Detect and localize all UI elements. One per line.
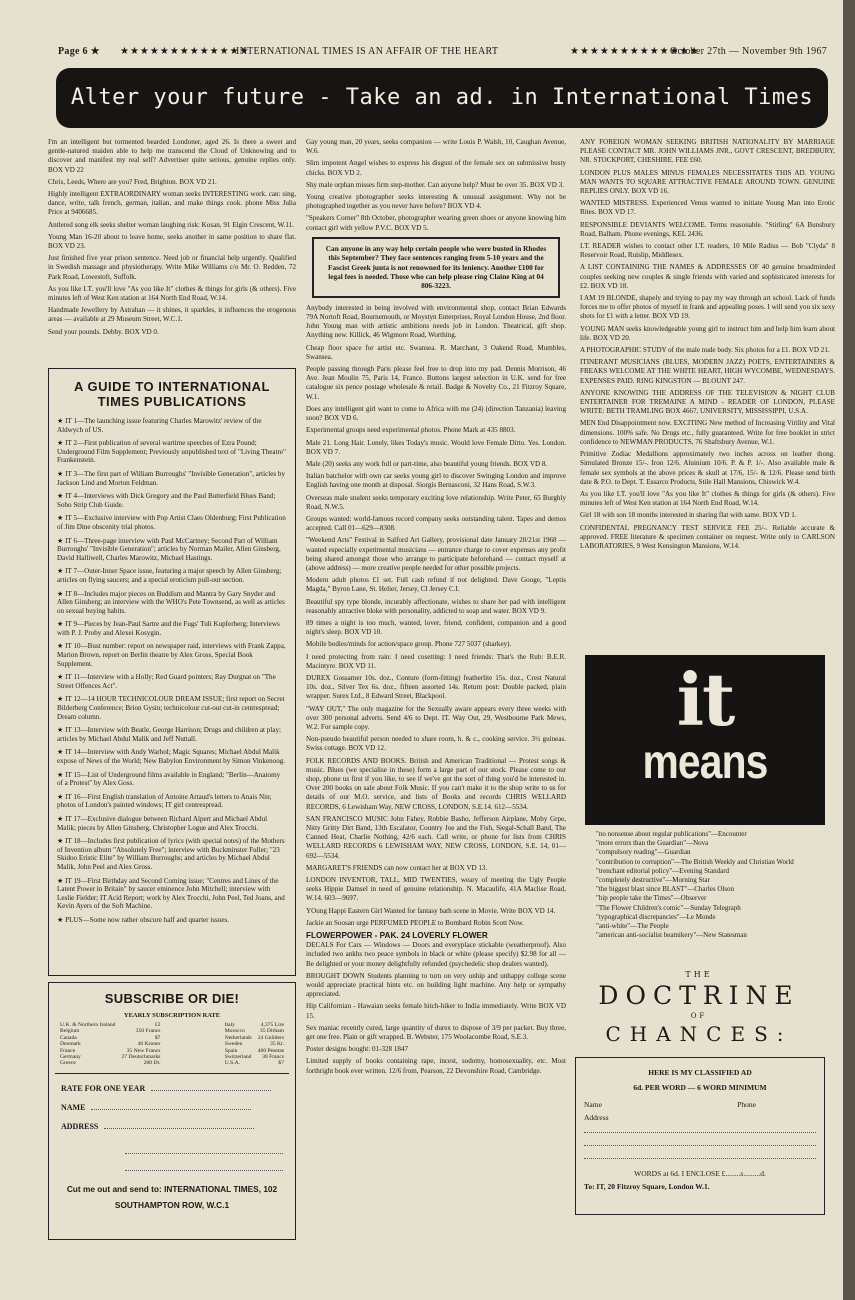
guide-list [57,417,287,925]
subscribe-title: SUBSCRIBE OR DIE! [104,991,240,1006]
means-word: means [642,736,768,789]
press-quote: "trenchant editorial policy"—Evening Standard [596,866,730,875]
guide-item: ★ IT 18—Includes first publication of lyrics (with special notes) of the Mothers of Invention album "Absolutely Free"; interview with Buckminster Fuller; "23 Skidoo Eristic Elite" by William Burroughs; and articles by Michael Abdul Malik, John Peel and Alex Gross. [57,837,285,871]
rate-price: 30 Francs [262,1054,284,1061]
classified-ad: As you like I.T. you'll love "As you like It" clothes & things for girls (& others). Five minutes left of West Ken station at 164 North End Road, W.14. [48,284,296,303]
rates-left [57,1022,163,1067]
page-spine [843,0,855,1300]
classified-list-col3 [580,138,835,551]
classified-ad: Young Man 16-20 about to leave home, seeks another in same position to share flat. BOX VD 23. [48,232,296,251]
classified-ad: ANYONE KNOWING THE ADDRESS OF THE TELEVISION & NIGHT CLUB ENTERTAINER FOR TREMAINE A MIND - READER OF LONDON, PLEASE WRITE: BETH TRAMLING BOX 4667, UNIVERSITY, MISSISSIPPI, U.S.A. [580,388,835,416]
classified-heading: HERE IS MY CLASSIFIED AD [648,1068,752,1077]
classified-ad: Highly intelligent EXTRAORDINARY woman seeks INTERESTING work. can: sing, dance, write, talk french, german, italian, and make things cook. phone Miss Julia Price at 9406685. [48,190,296,217]
rate-price: 24 Guilders [257,1034,284,1041]
rate-country: Greece [60,1060,76,1067]
rate-country: U.K. & Northern Ireland [60,1022,116,1028]
classified-ad: Mobile bodies/minds for action/space group. Phone 727 5037 (sharkey). [306,640,512,649]
classified-ad: ITINERANT MUSICIANS (BLUES, MODERN JAZZ) POETS, ENTERTAINERS & FREAKS WELCOME AT THE WHITE HEART, HIGH WYCOMBE, WEDNESDAYS. EXPENSES PAID. RING KINGSTON — BLOUNT 247. [580,358,835,385]
classified-ad: Sex maniac recently cured, large quantity of durex to dispose of 3/9 per packet. Buy three, get one free. Plain or gift wrapped. B. Webster, 175 Woolacombe Road, S.E.3. [306,1023,566,1042]
address-line-2[interactable] [125,1141,283,1154]
classified-ad: Anybody interested in being involved with environmental shop, contact Brian Edwards 79A Nortoft Road, Bournemouth, or Moystyn Enterprises, Royal London House, 2nd floor. John Young man with artistic ambitions needs job in London. Theatrical, gift shop. Anything new. Killick, 46 Wigmore Road, Worthing. [306,303,566,340]
guide-item: ★ IT 7—Outer-Inner Space issue, featuring a major speech by Allen Ginsberg; articles on flying saucers; and a special eroticism pull-out section. [57,567,282,584]
column-2 [306,138,566,1258]
rate-price: 200 Dr. [143,1060,161,1067]
rate-label: RATE FOR ONE YEAR [61,1083,146,1093]
classified-ad: Jackie an Soosan urge PERFUMED PEOPLE to Bombard Robin Scott Now. [306,918,524,927]
rate-price: 400 Pesetas [257,1047,284,1054]
guide-item: ★ IT 10—Bust number: report on newspaper raid, interviews with Frank Zappa, Marion Brown, report on Berlin theatre by Alex Gross, Special Book Supplement. [57,642,286,668]
classified-ad: MARGARET'S FRIENDS can now contact her at BOX VD 13. [306,863,488,872]
classified-ad: I'm an intelligent but tormented bearded Londoner, aged 26. Is there a sweet and gentle-natured maiden able to help me transcend the Cloud of Unknowing and to discover and manifest my real self? Advertiser quite serious, genuine replies only. BOX VD 22 [48,138,296,174]
rate-price: 350 Francs [135,1028,161,1035]
rate-country: Morocco [224,1028,245,1035]
classified-ad: Hip Californian - Hawaian seeks female hitch-hiker to India immediately. Write BOX VD 15. [306,1002,566,1020]
guide-item: ★ IT 1—The launching issue featuring Charles Marowitz' review of the Aldwych of US. [57,417,262,434]
guide-item: ★ IT 9—Pieces by Jean-Paul Sartre and the Fugs' Tuli Kupferberg; Interviews with P. J. Proby and Alexei Kosygin. [57,620,280,637]
press-quote: "completely destructive"—Morning Star [596,876,710,885]
rates-title: YEARLY SUBSCRIPTION RATE [123,1012,221,1019]
rate-price: 35 Dirham [259,1028,284,1035]
press-quote: "no nonsense about regular publications"—Encounter [596,830,747,838]
rate-country: Germany [60,1054,81,1061]
address-field[interactable] [61,1122,283,1131]
classified-ad: Just finished five year prison sentence. Need job or financial help urgently. Qualified in Swedish massage and physiotherapy. Write Mike Williams c/o Mr. O. Redden, 72 Park Road, Lowestoft, Suffolk. [48,254,296,281]
classified-list-col1 [48,138,296,337]
classified-ad: Slim impotent Angel wishes to express his disgust of the female sex on submissive busty chicks. BOX VD 2. [306,159,566,177]
classified-ad: Poster designs bought: 01-328 1847 [306,1045,409,1054]
address-line-3[interactable] [125,1158,283,1171]
classified-ad: Primitive Zodiac Medallions approximately two inches across on leather thong. Simulated Bronze 15/-. Iron 12/6. Aluinium 10/6. P. & P. 1/-. Also available male & female sex symbols at the above prices & skull at 17/6, 15/- & 12/6. Please send birth date & P.O. to Dept. T. Essarco Products, Stile Hall Mansions, Chiswick W.4. [580,450,835,486]
press-quotes [596,830,826,940]
press-quote: "more errors than the Guardian"—Nova [596,839,709,848]
ad-line-1[interactable] [584,1122,816,1133]
rate-price: 35 New Francs [126,1047,161,1054]
guide-item: ★ IT 12—14 HOUR TECHNICOLOUR DREAM ISSUE; first report on Secret Bilderberg Conference; Brion Gysin; technicolour cut-out cut-in centrespread; Dream column. [57,695,285,721]
classified-ad: Groups wanted: world-famous record company seeks outstanding talent. Tapes and demos accepted. Call 01—629—8308. [306,514,566,533]
rate-country: France [60,1047,76,1054]
page-number: Page 6 ★ [58,46,100,57]
guide-item: ★ IT 11—Interview with a Holly; Red Guard pointers; Ray Durgnat on "The Street Offences Act". [57,673,276,690]
rate-price: 4,375 Lire [260,1022,284,1028]
classified-ad: Experimental groups need experimental photos. Phone Mark at 435 8803. [306,426,516,435]
classified-ad: Non-pseudo beautiful person needed to share room, h. & c., cooking service. 3½ guineas. Swiss cottage. BOX VD 12. [306,735,566,753]
classified-ad: "WAY OUT," The only magazine for the Sexually aware appears every three weeks with over 300 personal adverts. Send 4/6 to Dept. IT. Way Out, 29, Westbourne Park Mews, W.2. For sample copy. [306,704,566,731]
classified-ad: BROUGHT DOWN Students planning to turn on very unhip and unhappy college scene would appreciate practical hints etc. on building light machine. Any help or sympathy appreciated. [306,971,566,999]
flowerpower-head: FLOWERPOWER - PAK. 24 LOVERLY FLOWER [306,931,488,941]
rate-country: Italy [224,1022,235,1028]
classified-ad: Overseas male student seeks temporary exciting love relationship. Write Peter, 65 Burghly Road, N.W.5. [306,493,566,511]
press-quote: "anti-white"—The People [596,922,669,931]
classified-ad: YOung Happi Eastern Girl Wanted for fantasy bath scene in Movie. Write BOX VD 14. [306,906,556,915]
classified-ad: MEN End Disappointment now. EXCITING New method of Increasing Virility and Vital dimensions. 100% safe. No Drugs etc., fully guaranteed. Write for free booklet in strict confidence to NEWMAN PRODUCTS, 76 Shaftsbury Avenue, W.1. [580,419,835,446]
rates-table [49,1022,295,1067]
classified-ad: RESPONSIBLE DEVIANTS WELCOME. Terms reasonable. "Stirling" 6A Bunsbury Road, Balham. Phone evenings, KEL 2436. [580,220,835,238]
guide-item: ★ IT 17—Exclusive dialogue between Richard Alpert and Michael Abdul Malik; pieces by Allen Ginsberg, Christopher Logue and Alex Trocchi. [57,814,268,832]
classified-ad: People passing through Paris please feel free to drop into my pad. Dennis Morrison, 46 Ave. Jean Moulin 75, Paris 14, France. Buttons largest selection in U.K. send for free catalogue six pence postage wholesale & retail. Badge & Novelty Co., 21 Fitzroy Square, W.1. [306,365,566,401]
rates-right [222,1022,287,1067]
classified-ad: As you like I.T. you'll love "As you like It" clothes & things for girls (& others). Five minutes left of West Ken station at 164 North End Road, W.14. [580,489,835,508]
header-stars-left: ★★★★★★★★★★★★★ [120,46,250,57]
rate-price: 35 Kr. [270,1041,284,1048]
classified-enclose: WORDS at 6d. I ENCLOSE £........s.........d. [634,1169,766,1178]
classified-ad: ANY FOREIGN WOMAN SEEKING BRITISH NATIONALITY BY MARRIAGE PLEASE CONTACT MR. JOHN WILLIAMS JNR., GOVT CRESCENT, BREDBURY, NR. STOCKPORT, CHESHIRE. FEE £60. [580,138,835,165]
header-stars-right: ★★★★★★★★★★★★★ [570,46,700,57]
classified-list-col2-top [306,138,566,233]
header-tagline: INTERNATIONAL TIMES IS AN AFFAIR OF THE HEART [236,46,499,57]
classified-ad: WANTED MISTRESS. Experienced Venus wanted to initiate Young Man into Erotic Rites. BOX VD 17. [580,199,835,217]
guide-item: ★ IT 15—List of Underground films available in England; "Berlin—Anatomy of a Protest" by Alex Goss. [57,770,281,788]
guide-title: A GUIDE TO INTERNATIONAL TIMES PUBLICATIONS [74,379,270,409]
classified-ad: Girl 18 with son 18 months interested in sharing flat with same. BOX VD 1. [580,511,797,520]
rate-row [222,1060,287,1066]
name-phone-row [584,1100,816,1109]
classified-ad: I need protecting from rain: I need cosetting: I need friends: That's the Rub: B.E.R. Macintyre. BOX VD 11. [306,652,566,670]
guide-item: ★ IT 3—The first part of William Burroughs' "Invisible Generation", articles by Jackson Lind and Morton Feldman. [57,469,286,487]
classified-ad: LONDON PLUS MALES MINUS FEMALES NECESSITATES THIS AD. YOUNG MAN WANTS TO SQUARE ATTRACTIVE FEMALE AROUND TOWN. GENUINE REPLIES ONLY. BOX VD 16. [580,168,835,196]
classified-ad: Young creative photographer seeks interesting & unusual assignment. Why not be photographed together as you never have before? BOX VD 4. [306,193,566,211]
rate-price: £2 [154,1022,161,1028]
press-quote: "compulsory reading"—Guardian [596,848,691,857]
guide-item: ★ IT 8—Includes major pieces on Buddism and Mantra by Gary Snyder and Allen Ginsberg; an interview with the WHO's Pete Townsend, as well as articles on sexual buying habits. [57,589,285,615]
classified-name-field[interactable]: Name [584,1100,602,1109]
it-means-logo [585,655,825,825]
subscribe-form [55,1073,289,1213]
guide-item: ★ IT 2—First publication of several wartime speeches of Ezra Pound; Underground Film Supplement; Previously unpublished text of "Living Theatre" Frankenstein. [57,439,286,465]
press-quote: "The Flower Children's comic"—Sunday Telegraph [596,903,741,912]
rate-country: Canada [60,1034,77,1041]
rate-price: 46 Kroner [137,1041,161,1048]
classified-ad: "Speakers Corner" 8th October, photographer wearing green shoes or anyone knowing him contact girl with yellow P.V.C. BOX VD 5. [306,214,566,232]
classified-ad: A LIST CONTAINING THE NAMES & ADDRESSES OF 40 genuine broadminded couples seeking new couples & single friends with varied and sophisticated interests for £2. BOX VD 18. [580,263,835,290]
press-quote: "the biggest blast since BLAST"—Charles Olson [596,885,735,894]
guide-item: ★ IT 19—First Birthday and Second Coming issue; "Centres and Lines of the Latent Power in Britain" by saucer eminence John Mitchell; interview with Leslie Fielder; IT Acid Report; work by Alex Trocchi, John Peel, Ted Joans, and Kevin Ayers of the Soft Machine. [57,876,285,911]
classified-ad: Chris, Leeds, Where are you? Fred, Brighton. BOX VD 21. [48,177,217,186]
press-quote: "typographical discrepancies"—Le Monde [596,912,716,921]
guide-item: ★ IT 13—Interview with Beatle, George Harrison; Drugs and children at play; articles by Michael Abdul Malik and Jeff Nuttall. [57,726,281,743]
rate-price: $7 [154,1034,161,1041]
classified-list-col2-bottom [306,972,566,1076]
guide-item: ★ PLUS—Some now rather obscure half and quarter issues. [57,915,230,924]
classified-phone-field[interactable]: Phone [737,1100,756,1109]
classified-ad: "Weekend Arts" Festival in Salford Art Gallery, provisional date January 20/21st 1968 — wanted especially experimental musicians — entrance charge to cover expenses any profit being shared amongst those who arrange to participate beforehand — contact myself at (above address) — more creative people needed for other possible projects. [306,536,566,572]
classified-ad: LONDON INVENTOR, TALL, MID TWENTIES, weary of meeting the Ugly People seeks Hippie Damsel in need of genuine relationship. N. Macaulife, 41A Maclise Road, W.14. 603—9697. [306,876,566,903]
ad-line-2[interactable] [584,1135,816,1146]
classified-ad: CONFIDENTAL PREGNANCY TEST SERVICE FEE 25/-. Reliable accurate & approved. FREE literature & specimen container on request. Write only to CARLSON LABORATORIES, 9 West Kensington Mansions, W.14. [580,523,835,550]
rate-price: $7 [278,1060,284,1067]
page-header [58,44,828,62]
press-quote: "contribution to corruption"—The British Weekly and Christian World [596,857,794,866]
classified-ad: SAN FRANCISCO MUSIC John Fahey, Robbie Basho, Jefferson Airplane, Moby Grpe, Nitty Gritty Dirt Band, 13th Escalator, Country Joe and the Fish, Siegal-Schall Band, The Canned Heat, Charlie Nothing, 42/6 each. Call write, or phone for lists from CHRIS WELLARD RECORDS 6 LEWISHAM WAY, NEW CROSS, LONDON, S.E. 14, 01—692—5534. [306,814,566,860]
address-label: ADDRESS [61,1121,99,1131]
ad-line-3[interactable] [584,1148,816,1159]
doctrine-title: DOCTRINE [598,981,800,1010]
classified-ad: Antlered song elk seeks shelter woman laughing risk: Kosan, 91 Elgin Crescent, W.11. [48,220,295,229]
cutout-address: Cut me out and send to: INTERNATIONAL TIMES, 102 SOUTHAMPTON ROW, W.C.1 [66,1183,278,1210]
name-label: NAME [61,1102,86,1112]
doctrine-chances: CHANCES: [605,1022,793,1046]
doctrine-of-chances [570,970,828,1045]
classified-ad: Shy male orphan misses firm step-mother. Can anyone help? Must be over 35. BOX VD 3. [306,180,564,189]
rate-country: Switzerland [224,1054,252,1061]
classified-address-field[interactable]: Address [584,1113,609,1122]
name-field[interactable] [61,1103,283,1112]
press-quote: "american anti-socialist beatnikery"—New Statesman [596,931,747,940]
classified-ad: Italian batchelor with own car seeks young girl to discover Swinging London and improve English having one month at disposal. Siorgis Bernasconi, 32 Hans Road, S.W.3. [306,472,566,490]
classified-ad: YOUNG MAN seeks knowledgeable young girl to instruct him and help him learn about life. BOX VD 20. [580,324,835,342]
classified-ad: 89 times a night is too much, wanted, lover, friend, confident, companion and a good night's sleep. BOX VD 10. [306,618,566,637]
classified-send-to: To: IT, 20 Fitzroy Square, London W.1. [584,1182,710,1191]
classified-ad: Modern adult photos £1 set. Full cash refund if not delighted. Dave Googe, "Leptis Magda," Byron Lane, St. Helier, Jersey, CI Jersey C.I. [306,576,566,594]
classified-list-col2 [306,304,566,928]
guide-item: ★ IT 4—Interviews with Dick Gregory and the Paul Butterfield Blues Band; Soho Strip Club Guide. [57,492,276,509]
banner-headline: Alter your future - Take an ad. in International Times [56,68,828,128]
classified-ad: Send your pounds. Debby. BOX VD 0. [48,327,159,336]
classified-price: 6d. PER WORD — 6 WORD MINIMUM [633,1083,767,1092]
rate-country: Sweden [224,1041,243,1048]
classified-ad: DUREX Gossamer 10s. doz., Conture (form-fitting) featherlite 15s. doz., Crest Natural 10s. doz., Silver Tex 6s. doz., fifteen assorted 14s. Return post: Double packed, plain wrapper. Surex Ltd., 8 Edward Street, Blackpool. [306,673,566,701]
rate-country: Denmark [60,1041,81,1048]
subscribe-coupon [48,982,296,1240]
classified-ad: Beautiful spy type blonde, incurably affectionate, wishes to share her pad with intelligent reasonably attractive bloke with personality, addicted to soap and water. BOX VD 9. [306,597,566,615]
rate-country: U.S.A. [224,1060,241,1067]
classified-ad: Limited supply of books containing rape, incest, sodomy, homosexuality, etc. Most forthright book ever written. 12/6 from, Pearson, 22 Devonshire Road, Cambridge. [306,1057,566,1075]
classified-ad: Cheap floor space for artist etc. Swansea. R. Marchant, 3 Oakend Road, Mumbles, Swansea. [306,343,566,361]
flowerpower-ad [306,931,566,969]
rate-field[interactable] [61,1084,283,1093]
classified-ad: I.T. READER wishes to contact other I.T. readers, 10 Mile Radius — Bob "Clyda" 8 Reservoir Road, Ruislip, Middlesex. [580,242,835,260]
flowerpower-body: DECALS For Cars — Windows — Doors and everyplace stickable (weatherproof). Also included two ankhs two peace symbols in black or white (please specify) $2.98 for all — Be delighted or your money delightfully refunded (psychedelic shop dealers wanted). [306,941,566,968]
guide-item: ★ IT 5—Exclusive interview with Pop Artist Claes Oldenburg; First Publication of Jim Dine obscenity trial photos. [57,514,286,531]
rhodes-appeal-box: Can anyone in any way help certain people who were busted in Rhodes this September? They face sentences ranging from 5-10 years and the Fascist Greek junta is not renowned for its leniency. Another £100 for legal fees is needed. Those who can help please ring Claine King at 04 806-3223. [312,237,560,298]
rate-country: Spain [224,1047,238,1054]
classified-ad: Male 21. Long Hair. Lonely, likes Today's music. Would love Female Ditto. Yes. London. BOX VD 7. [306,438,566,456]
classified-ad: I AM 19 BLONDE, shapely and trying to pay my way through art school. Lack of funds forces me to offer photos of myself in frank and appealing poses. I will send you six sexy shots for £1 with a letter. BOX VD 19. [580,294,835,321]
rate-country: Belgium [60,1028,80,1035]
classified-ad-form [575,1057,825,1215]
column-3 [580,138,835,650]
issue-date: October 27th — November 9th 1967 [670,46,828,57]
rate-row [57,1060,163,1066]
guide-item: ★ IT 14—Interview with Andy Warhol; Magic Squares; Michael Abdul Malik expose of News of the World; New Babylon Environment by Simon Vinkenoog. [57,748,286,765]
classified-ad: FOLK RECORDS AND BOOKS. British and American Traditional — Protest songs & music. Blues (we specialise in these) form a large part of our stock. Please come to our shop, phone us first if you like, to see if we've got the sort of thing you'd be interested in. Over 200 books on sale about Folk Music. If you can't make it to the shop write to us for details of our M.O. service, and lists of Books and records CHRIS WELLARD RECORDS, 6 Lewisham Way, NEW CROSS, LONDON, S.E.14. 612—5534. [306,756,566,811]
classified-ad: A PHOTOGRAPHIC STUDY of the male nude body. Six photos for a £1. BOX VD 21. [580,346,830,355]
classified-ad: Does any intelligent girl want to come to Africa with me (24) (direction Tanzania) leaving soon? BOX VD 6. [306,404,566,423]
classified-ad: Male (20) seeks any work full or part-time, also beautiful young friends. BOX VD 8. [306,459,548,468]
guide-item: ★ IT 16—First English translation of Antoine Artaud's letters to Anais Nin; photos of London's painted windows; IT girl centrespread. [57,792,272,810]
doctrine-of: OF [690,1012,708,1020]
classified-ad: Handmade Jewellery by Astrahan — it shines, it sparkles, it influences the erogenous areas — available at 29 Museum Street, W.C.1. [48,306,296,324]
it-word: it [676,657,734,742]
classified-ad: Gay young man, 20 years, seeks companion — write Louis P. Walsh, 10, Caughan Avenue, W.6. [306,138,566,156]
rate-country: Netherlands [224,1034,252,1041]
guide-item: ★ IT 6—Three-page interview with Paul McCartney; Second Part of William Burroughs' "Invisible Generation"; articles by Norman Mailer, Allen Ginsberg, David Halliwell, Charles Marowitz, Michael Hastings. [57,536,281,562]
rate-price: 27 Deutschmarks [121,1054,161,1061]
publications-guide [48,368,296,976]
press-quote: "hip people take the Times"—Observer [596,894,707,903]
doctrine-the: THE [685,970,713,979]
